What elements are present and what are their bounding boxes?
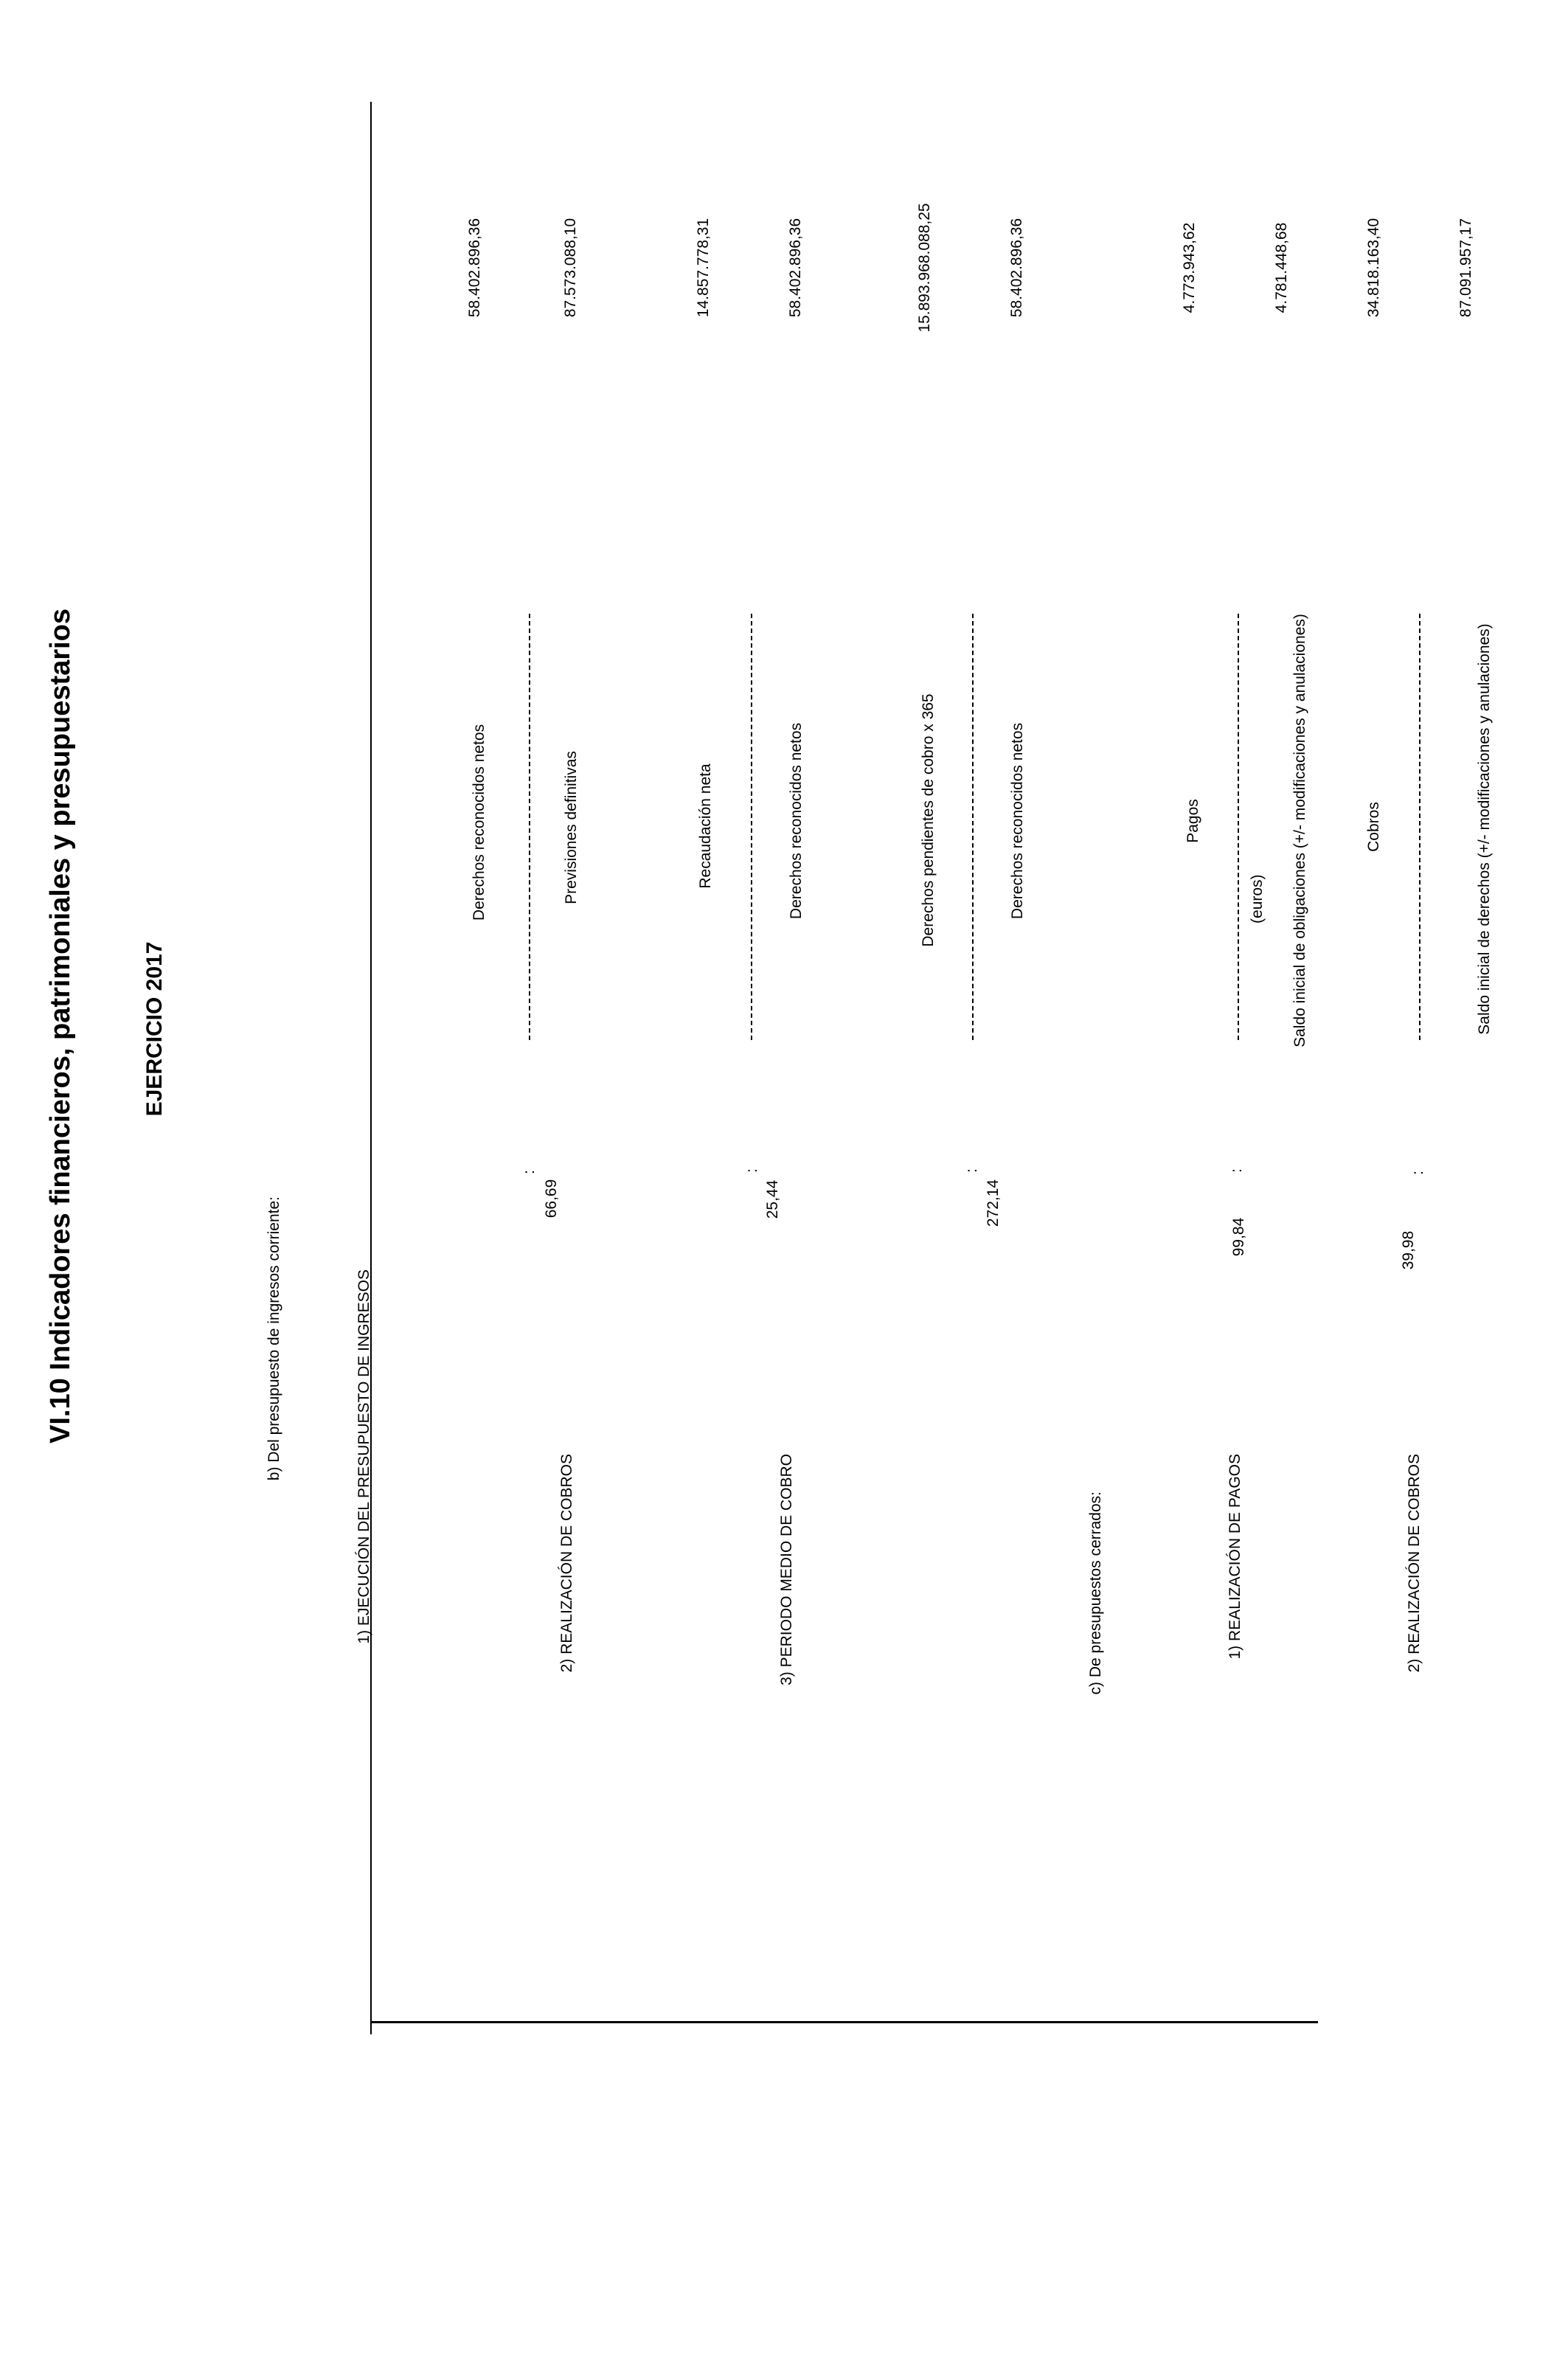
fraction-divider (972, 614, 974, 1040)
numerator-label: Pagos (1184, 799, 1201, 843)
numerator-value: 15.893.968.088,25 (916, 203, 933, 333)
units-label: (euros) (1249, 874, 1266, 923)
numerator-label: Derechos pendientes de cobro x 365 (920, 693, 937, 947)
separator: : (1409, 1171, 1426, 1175)
denominator-label: Previsiones definitivas (563, 751, 580, 904)
numerator-value: 34.818.163,40 (1365, 218, 1382, 318)
denominator-value: 58.402.896,36 (1008, 218, 1025, 318)
indicator-value: 39,98 (1400, 1230, 1417, 1270)
indicator-value: 272,14 (985, 1179, 1002, 1227)
fiscal-year-label: EJERCICIO 2017 (142, 941, 167, 1117)
indicator-label: 1) EJECUCIÓN DEL PRESUPUESTO DE INGRESOS (355, 1269, 372, 1644)
numerator-label: Cobros (1365, 802, 1382, 852)
denominator-value: 87.573.088,10 (562, 218, 579, 318)
denominator-label: Saldo inicial de derechos (+/- modificaciones y anulaciones) (1476, 623, 1493, 1035)
indicator-value: 99,84 (1230, 1217, 1247, 1257)
page-title: VI.10 Indicadores financieros, patrimoniales y presupuestarios (45, 609, 76, 1444)
separator: : (1228, 1168, 1245, 1173)
indicator-label: 2) REALIZACIÓN DE COBROS (558, 1454, 575, 1673)
numerator-label: Recaudación neta (697, 763, 714, 889)
separator: : (963, 1168, 980, 1173)
denominator-value: 4.781.448,68 (1273, 222, 1290, 313)
separator: : (521, 1170, 538, 1174)
indicator-value: 66,69 (543, 1179, 560, 1219)
denominator-label: Derechos reconocidos netos (788, 722, 805, 920)
denominator-label: Derechos reconocidos netos (1009, 722, 1026, 920)
numerator-value: 4.773.943,62 (1181, 222, 1198, 313)
indicator-label: 3) PERIODO MEDIO DE COBRO (778, 1454, 795, 1685)
section-b-heading: b) Del presupuesto de ingresos corriente: (266, 1196, 282, 1481)
fraction-divider (1238, 614, 1239, 1040)
footer-divider (370, 2021, 1318, 2023)
denominator-label: Saldo inicial de obligaciones (+/- modificaciones y anulaciones) (1291, 614, 1308, 1047)
indicator-label: 2) REALIZACIÓN DE COBROS (1406, 1454, 1423, 1673)
numerator-label: Derechos reconocidos netos (471, 724, 488, 921)
fraction-divider (751, 614, 752, 1040)
numerator-value: 58.402.896,36 (466, 218, 483, 318)
denominator-value: 58.402.896,36 (787, 218, 804, 318)
separator: : (743, 1168, 760, 1173)
section-c-heading: c) De presupuestos cerrados: (1087, 1491, 1104, 1695)
numerator-value: 14.857.778,31 (695, 218, 712, 318)
indicator-label: 1) REALIZACIÓN DE PAGOS (1227, 1454, 1243, 1660)
fraction-divider (529, 614, 530, 1040)
indicator-value: 25,44 (764, 1179, 781, 1219)
fraction-divider (1419, 614, 1420, 1040)
denominator-value: 87.091.957,17 (1457, 218, 1474, 318)
